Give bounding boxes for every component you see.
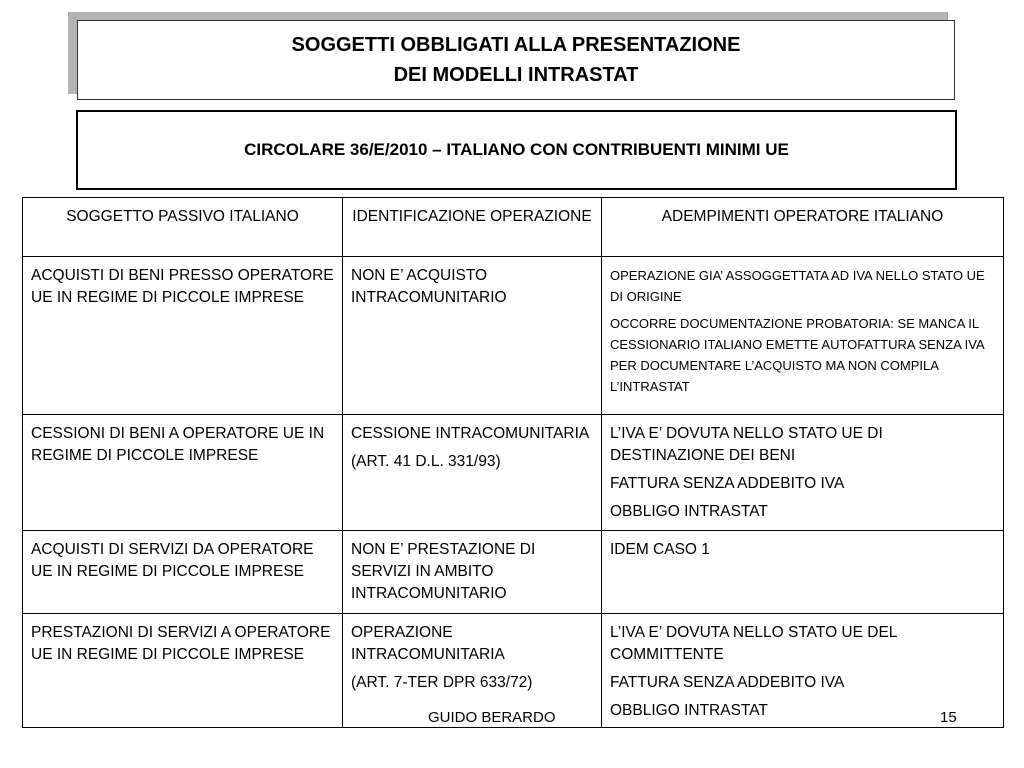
- header-soggetto: SOGGETTO PASSIVO ITALIANO: [23, 198, 343, 257]
- cell-identificazione: [343, 257, 602, 415]
- slide-subtitle: [76, 110, 957, 190]
- cell-text: OPERAZIONE INTRACOMUNITARIA: [351, 624, 505, 663]
- cell-text: FATTURA SENZA ADDEBITO IVA: [610, 674, 845, 691]
- cell-adempimenti: [602, 531, 1004, 614]
- cell-text: (ART. 41 D.L. 331/93): [351, 453, 501, 470]
- cell-soggetto: CESSIONI DI BENI A OPERATORE UE IN REGIME DI PICCOLE IMPRESE: [23, 415, 343, 531]
- table-row: [23, 415, 1004, 531]
- slide-title: [77, 20, 955, 100]
- cell-text: CESSIONE INTRACOMUNITARIA: [351, 425, 590, 442]
- cell-text: OBBLIGO INTRASTAT: [610, 702, 768, 719]
- cell-text: OBBLIGO INTRASTAT: [610, 503, 768, 520]
- cell-text: NON E’ ACQUISTO INTRACOMUNITARIO: [351, 267, 507, 306]
- cell-soggetto: PRESTAZIONI DI SERVIZI A OPERATORE UE IN REGIME DI PICCOLE IMPRESE: [23, 614, 343, 728]
- header-identificazione: IDENTIFICAZIONE OPERAZIONE: [343, 198, 602, 257]
- cell-identificazione: [343, 415, 602, 531]
- cell-text: NON E’ PRESTAZIONE DI SERVIZI IN AMBITO INTRACOMUNITARIO: [351, 541, 536, 602]
- page-number: 15: [940, 709, 957, 726]
- cell-text: OPERAZIONE GIA’ ASSOGGETTATA AD IVA NELLO STATO UE DI ORIGINE: [610, 268, 985, 304]
- title-line-1: SOGGETTI OBBLIGATI ALLA PRESENTAZIONE: [291, 34, 741, 56]
- table-row: [23, 531, 1004, 614]
- table-header-row: [23, 198, 1004, 257]
- intrastat-table: [22, 197, 1004, 728]
- cell-text: FATTURA SENZA ADDEBITO IVA: [610, 475, 845, 492]
- cell-text: (ART. 7-TER DPR 633/72): [351, 674, 533, 691]
- cell-text: L’IVA E’ DOVUTA NELLO STATO UE DI DESTINAZIONE DEI BENI: [610, 425, 883, 464]
- cell-identificazione: [343, 531, 602, 614]
- cell-text: IDEM CASO 1: [610, 541, 710, 558]
- cell-text: OCCORRE DOCUMENTAZIONE PROBATORIA: SE MANCA IL CESSIONARIO ITALIANO EMETTE AUTOFATTURA SENZA IVA PER DOCUMENTARE L’ACQUISTO MA NON COMPILA L’INTRASTAT: [610, 316, 984, 394]
- table-row: [23, 257, 1004, 415]
- cell-adempimenti: [602, 415, 1004, 531]
- cell-text: L’IVA E’ DOVUTA NELLO STATO UE DEL COMMITTENTE: [610, 624, 897, 663]
- cell-adempimenti: [602, 257, 1004, 415]
- footer-author: GUIDO BERARDO: [428, 709, 560, 726]
- subtitle-text: CIRCOLARE 36/E/2010 – ITALIANO CON CONTRIBUENTI MINIMI UE: [244, 140, 789, 159]
- cell-soggetto: ACQUISTI DI SERVIZI DA OPERATORE UE IN REGIME DI PICCOLE IMPRESE: [23, 531, 343, 614]
- cell-soggetto: ACQUISTI DI BENI PRESSO OPERATORE UE IN REGIME DI PICCOLE IMPRESE: [23, 257, 343, 415]
- title-line-2: DEI MODELLI INTRASTAT: [393, 64, 639, 86]
- header-adempimenti: ADEMPIMENTI OPERATORE ITALIANO: [602, 198, 1004, 257]
